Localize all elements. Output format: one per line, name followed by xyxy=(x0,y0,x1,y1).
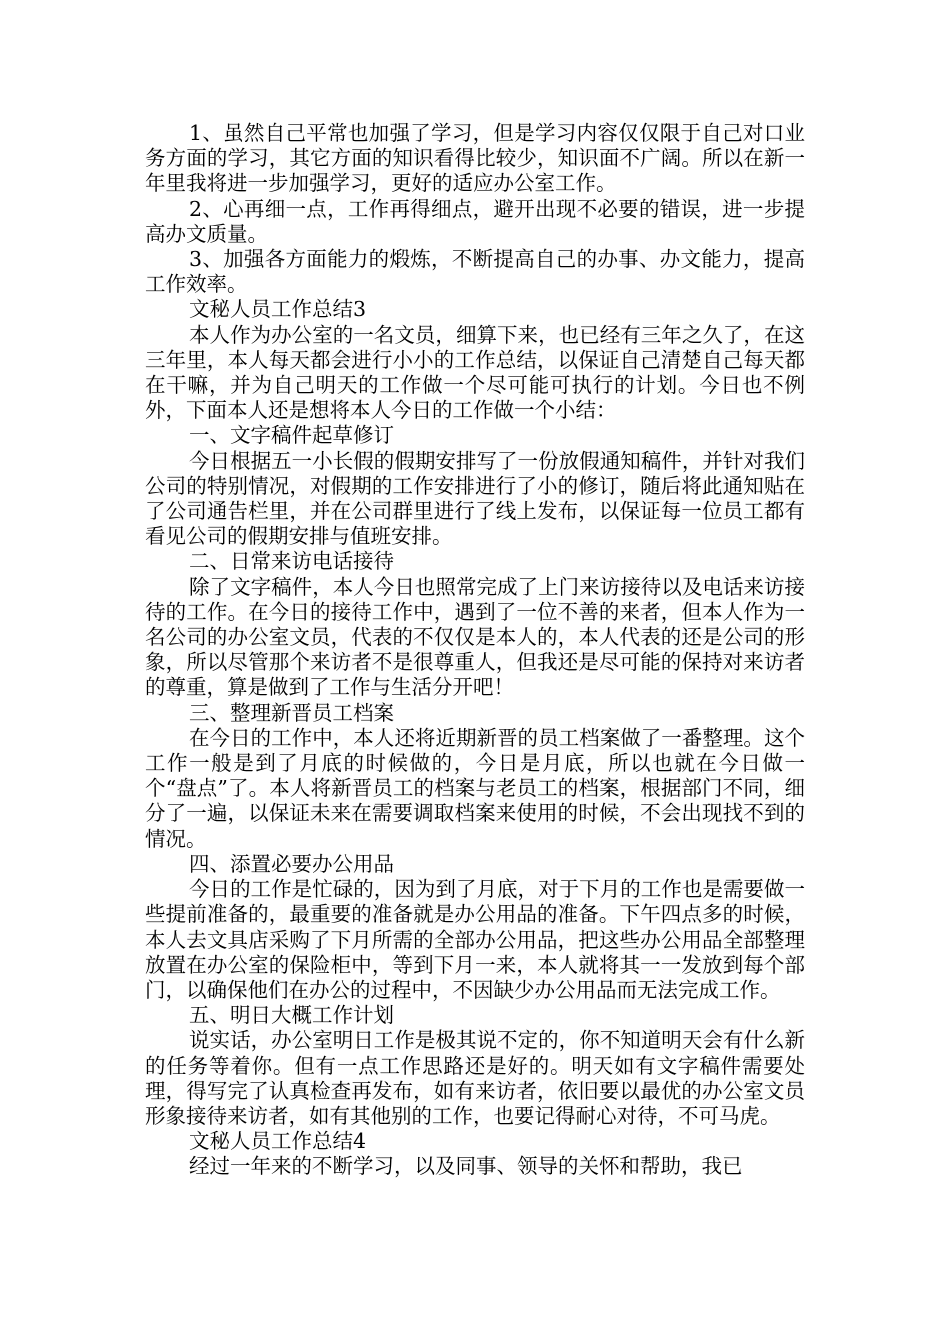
paragraph-archives: 在今日的工作中，本人还将近期新晋的员工档案做了一番整理。这个工作一般是到了月底的时候做的，今日是月底，所以也就在今日做一个“盘点”了。本人将新晋员工的档案与老员工的档案，根据部门不同，细分了一遍，以保证未来在需要调取档案来使用的时候，不会出现找不到的情况。 xyxy=(145,725,805,851)
subheading-drafting: 一、文字稿件起草修订 xyxy=(189,423,394,448)
paragraph-summary-4-start: 经过一年来的不断学习，以及同事、领导的关怀和帮助，我已 xyxy=(189,1154,743,1179)
paragraph-drafting: 今日根据五一小长假的假期安排写了一份放假通知稿件，并针对我们公司的特别情况，对假期的工作安排进行了小的修订，随后将此通知贴在了公司通告栏里，并在公司群里进行了线上发布，以保证每一位员工都有看见公司的假期安排与值班安排。 xyxy=(145,448,805,549)
document-body xyxy=(145,121,805,1180)
paragraph-improvement-3: 3、加强各方面能力的煅炼，不断提高自己的办事、办文能力，提高工作效率。 xyxy=(145,247,805,297)
subheading-archives: 三、整理新晋员工档案 xyxy=(189,700,394,725)
subheading-supplies: 四、添置必要办公用品 xyxy=(189,851,394,876)
paragraph-supplies: 今日的工作是忙碌的，因为到了月底，对于下月的工作也是需要做一些提前准备的，最重要的准备就是办公用品的准备。下午四点多的时候，本人去文具店采购了下月所需的全部办公用品，把这些办公用品全部整理放置在办公室的保险柜中，等到下月一来，本人就将其一一发放到每个部门，以确保他们在办公的过程中，不因缺少办公用品而无法完成工作。 xyxy=(145,877,805,1002)
section-heading-summary-4: 文秘人员工作总结4 xyxy=(189,1129,367,1154)
paragraph-intro: 本人作为办公室的一名文员，细算下来，也已经有三年之久了，在这三年里，本人每天都会进行小小的工作总结，以保证自己清楚自己每天都在干嘛，并为自己明天的工作做一个尽可能可执行的计划。今日也不例外，下面本人还是想将本人今日的工作做一个小结： xyxy=(145,322,805,423)
paragraph-improvement-2: 2、心再细一点，工作再得细点，避开出现不必要的错误，进一步提高办文质量。 xyxy=(145,196,805,246)
section-heading-summary-3: 文秘人员工作总结3 xyxy=(189,297,367,322)
paragraph-plan: 说实话，办公室明日工作是极其说不定的，你不知道明天会有什么新的任务等着你。但有一点工作思路还是好的。明天如有文字稿件需要处理，得写完了认真检查再发布，如有来访者，依旧要以最优的办公室文员形象接待来访者，如有其他别的工作，也要记得耐心对待，不可马虎。 xyxy=(145,1028,805,1128)
subheading-reception: 二、日常来访电话接待 xyxy=(189,549,394,574)
paragraph-improvement-1: 1、虽然自己平常也加强了学习，但是学习内容仅仅限于自己对口业务方面的学习，其它方面的知识看得比较少，知识面不广阔。所以在新一年里我将进一步加强学习，更好的适应办公室工作。 xyxy=(145,121,805,196)
subheading-plan: 五、明日大概工作计划 xyxy=(189,1003,394,1028)
paragraph-reception: 除了文字稿件，本人今日也照常完成了上门来访接待以及电话来访接待的工作。在今日的接待工作中，遇到了一位不善的来者，但本人作为一名公司的办公室文员，代表的不仅仅是本人的，本人代表的还是公司的形象，所以尽管那个来访者不是很尊重人，但我还是尽可能的保持对来访者的尊重，算是做到了工作与生活分开吧！ xyxy=(145,574,805,700)
